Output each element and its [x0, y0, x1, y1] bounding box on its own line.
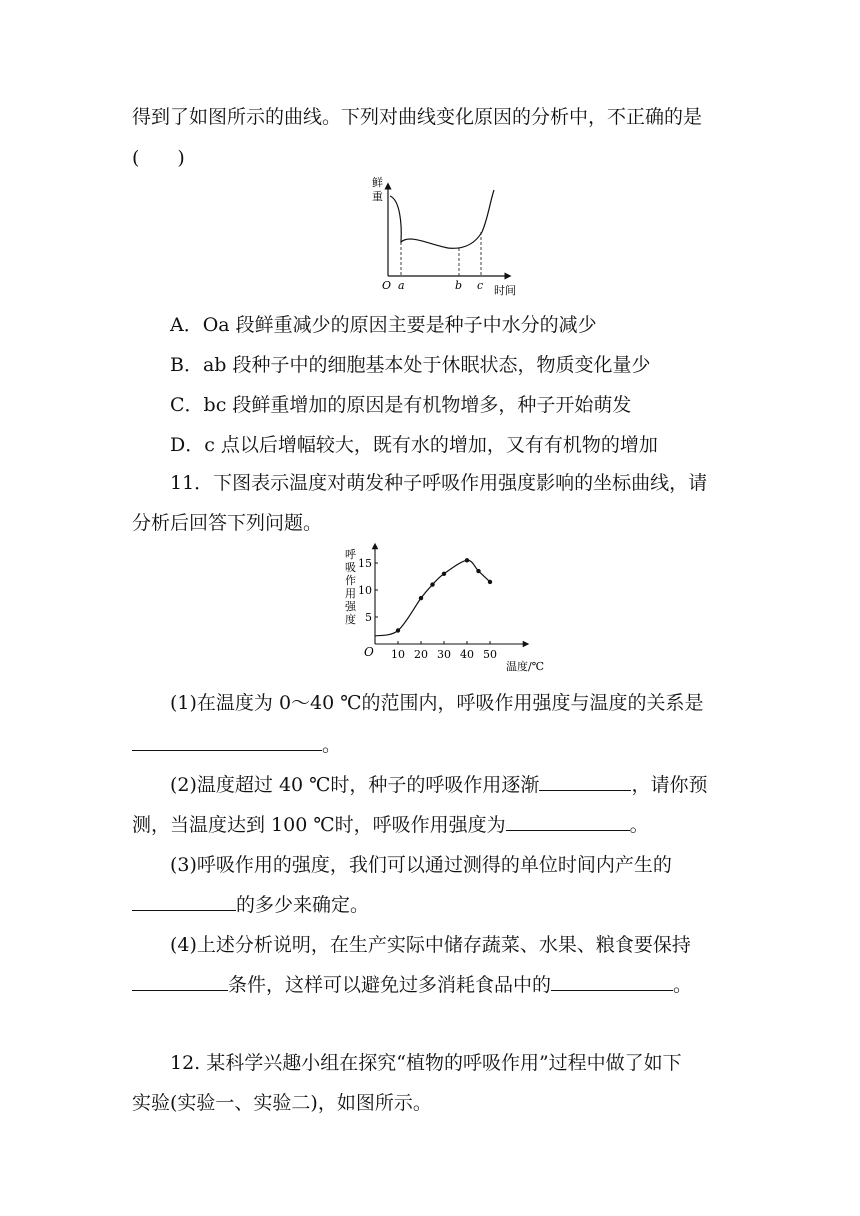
x-tick-label: 20	[414, 648, 428, 661]
q11-sub1-answer-blank[interactable]	[132, 732, 322, 751]
respiration-data-point	[419, 596, 423, 600]
q10-option-c: C．bc 段鲜重增加的原因是有机物增多，种子开始萌发	[170, 394, 632, 416]
point-c-label: c	[477, 279, 484, 292]
q11-sub4-text: (4)上述分析说明，在生产实际中储存蔬菜、水果、粮食要保持	[170, 934, 691, 956]
fresh-weight-origin: O	[382, 279, 392, 292]
fresh-weight-figure	[360, 172, 530, 300]
q10-intro: 得到了如图所示的曲线。下列对曲线变化原因的分析中，不正确的是	[132, 106, 703, 128]
q11-stem-line1: 11．下图表示温度对萌发种子呼吸作用强度影响的坐标曲线，请	[170, 472, 708, 494]
x-tick-label: 50	[483, 648, 497, 661]
respiration-ylabel-char: 强	[345, 600, 356, 613]
q11-sub1-line2	[132, 732, 341, 758]
q11-sub3-end: 的多少来确定。	[236, 894, 370, 916]
respiration-data-point	[465, 558, 469, 562]
q11-sub2-predict-text: 测，当温度达到 100 ℃时，呼吸作用强度为	[132, 814, 506, 836]
q10-option-a: A．Oa 段鲜重减少的原因主要是种子中水分的减少	[170, 314, 597, 336]
q11-sub4-line2	[132, 972, 692, 998]
x-tick-label: 30	[437, 648, 451, 661]
fresh-weight-curve	[390, 190, 494, 248]
q10-answer-bracket: ( )	[132, 147, 185, 169]
respiration-xlabel: 温度/℃	[506, 660, 545, 673]
q11-sub2-end: 。	[629, 814, 649, 836]
q11-sub3-answer-blank[interactable]	[132, 892, 236, 911]
q11-sub2-predict-blank[interactable]	[506, 812, 630, 831]
q11-sub4-condition-blank[interactable]	[132, 972, 228, 991]
respiration-ylabel-char: 用	[345, 587, 356, 600]
y-tick-label: 15	[358, 557, 372, 570]
q12-line2: 实验(实验一、实验二)，如图所示。	[132, 1092, 432, 1114]
y-tick-label: 10	[358, 584, 372, 597]
respiration-ylabel-char: 呼	[345, 548, 356, 561]
respiration-ylabel-char: 吸	[345, 561, 356, 574]
q11-sub2-mid: ，请你预	[631, 774, 708, 796]
x-tick-label: 10	[391, 648, 405, 661]
q11-sub4-substance-blank[interactable]	[551, 972, 673, 991]
q11-sub2-line1	[170, 772, 707, 798]
q11-sub1-text: (1)在温度为 0～40 ℃的范围内，呼吸作用强度与温度的关系是	[170, 692, 704, 714]
respiration-chart	[336, 540, 586, 680]
q10-option-b: B．ab 段种子中的细胞基本处于休眠状态，物质变化量少	[170, 354, 651, 376]
point-b-label: b	[455, 279, 463, 292]
respiration-data-point	[476, 569, 480, 573]
respiration-data-point	[442, 572, 446, 576]
respiration-ylabel-char: 作	[345, 574, 356, 587]
fresh-weight-ylabel-2: 重	[372, 190, 383, 203]
respiration-data-point	[488, 580, 492, 584]
q10-option-d: D．c 点以后增幅较大，既有水的增加，又有有机物的增加	[170, 434, 658, 456]
fresh-weight-ylabel-1: 鲜	[372, 176, 383, 189]
x-tick-label: 40	[460, 648, 474, 661]
q11-sub3-text: (3)呼吸作用的强度，我们可以通过测得的单位时间内产生的	[170, 854, 672, 876]
q11-sub4-end: 。	[673, 974, 693, 996]
q11-sub1-end: 。	[322, 734, 342, 756]
y-tick-label: 5	[365, 611, 372, 624]
respiration-curve	[375, 560, 490, 636]
respiration-data-point	[396, 628, 400, 632]
respiration-data-point	[430, 582, 434, 586]
q12-line1: 12. 某科学兴趣小组在探究“植物的呼吸作用”过程中做了如下	[170, 1052, 682, 1074]
respiration-ylabel	[345, 548, 357, 626]
fresh-weight-xlabel: 时间	[494, 284, 516, 297]
q11-sub2-text: (2)温度超过 40 ℃时，种子的呼吸作用逐渐	[170, 774, 540, 796]
point-a-label: a	[398, 279, 405, 292]
respiration-origin: O	[364, 645, 374, 659]
q11-sub3-line2	[132, 892, 369, 918]
q11-sub4-mid: 条件，这样可以避免过多消耗食品中的	[228, 974, 552, 996]
q11-sub2-line2	[132, 812, 649, 838]
q11-sub2-trend-blank[interactable]	[539, 772, 631, 791]
q11-stem-line2: 分析后回答下列问题。	[132, 512, 323, 534]
respiration-ylabel-char: 度	[345, 613, 356, 626]
